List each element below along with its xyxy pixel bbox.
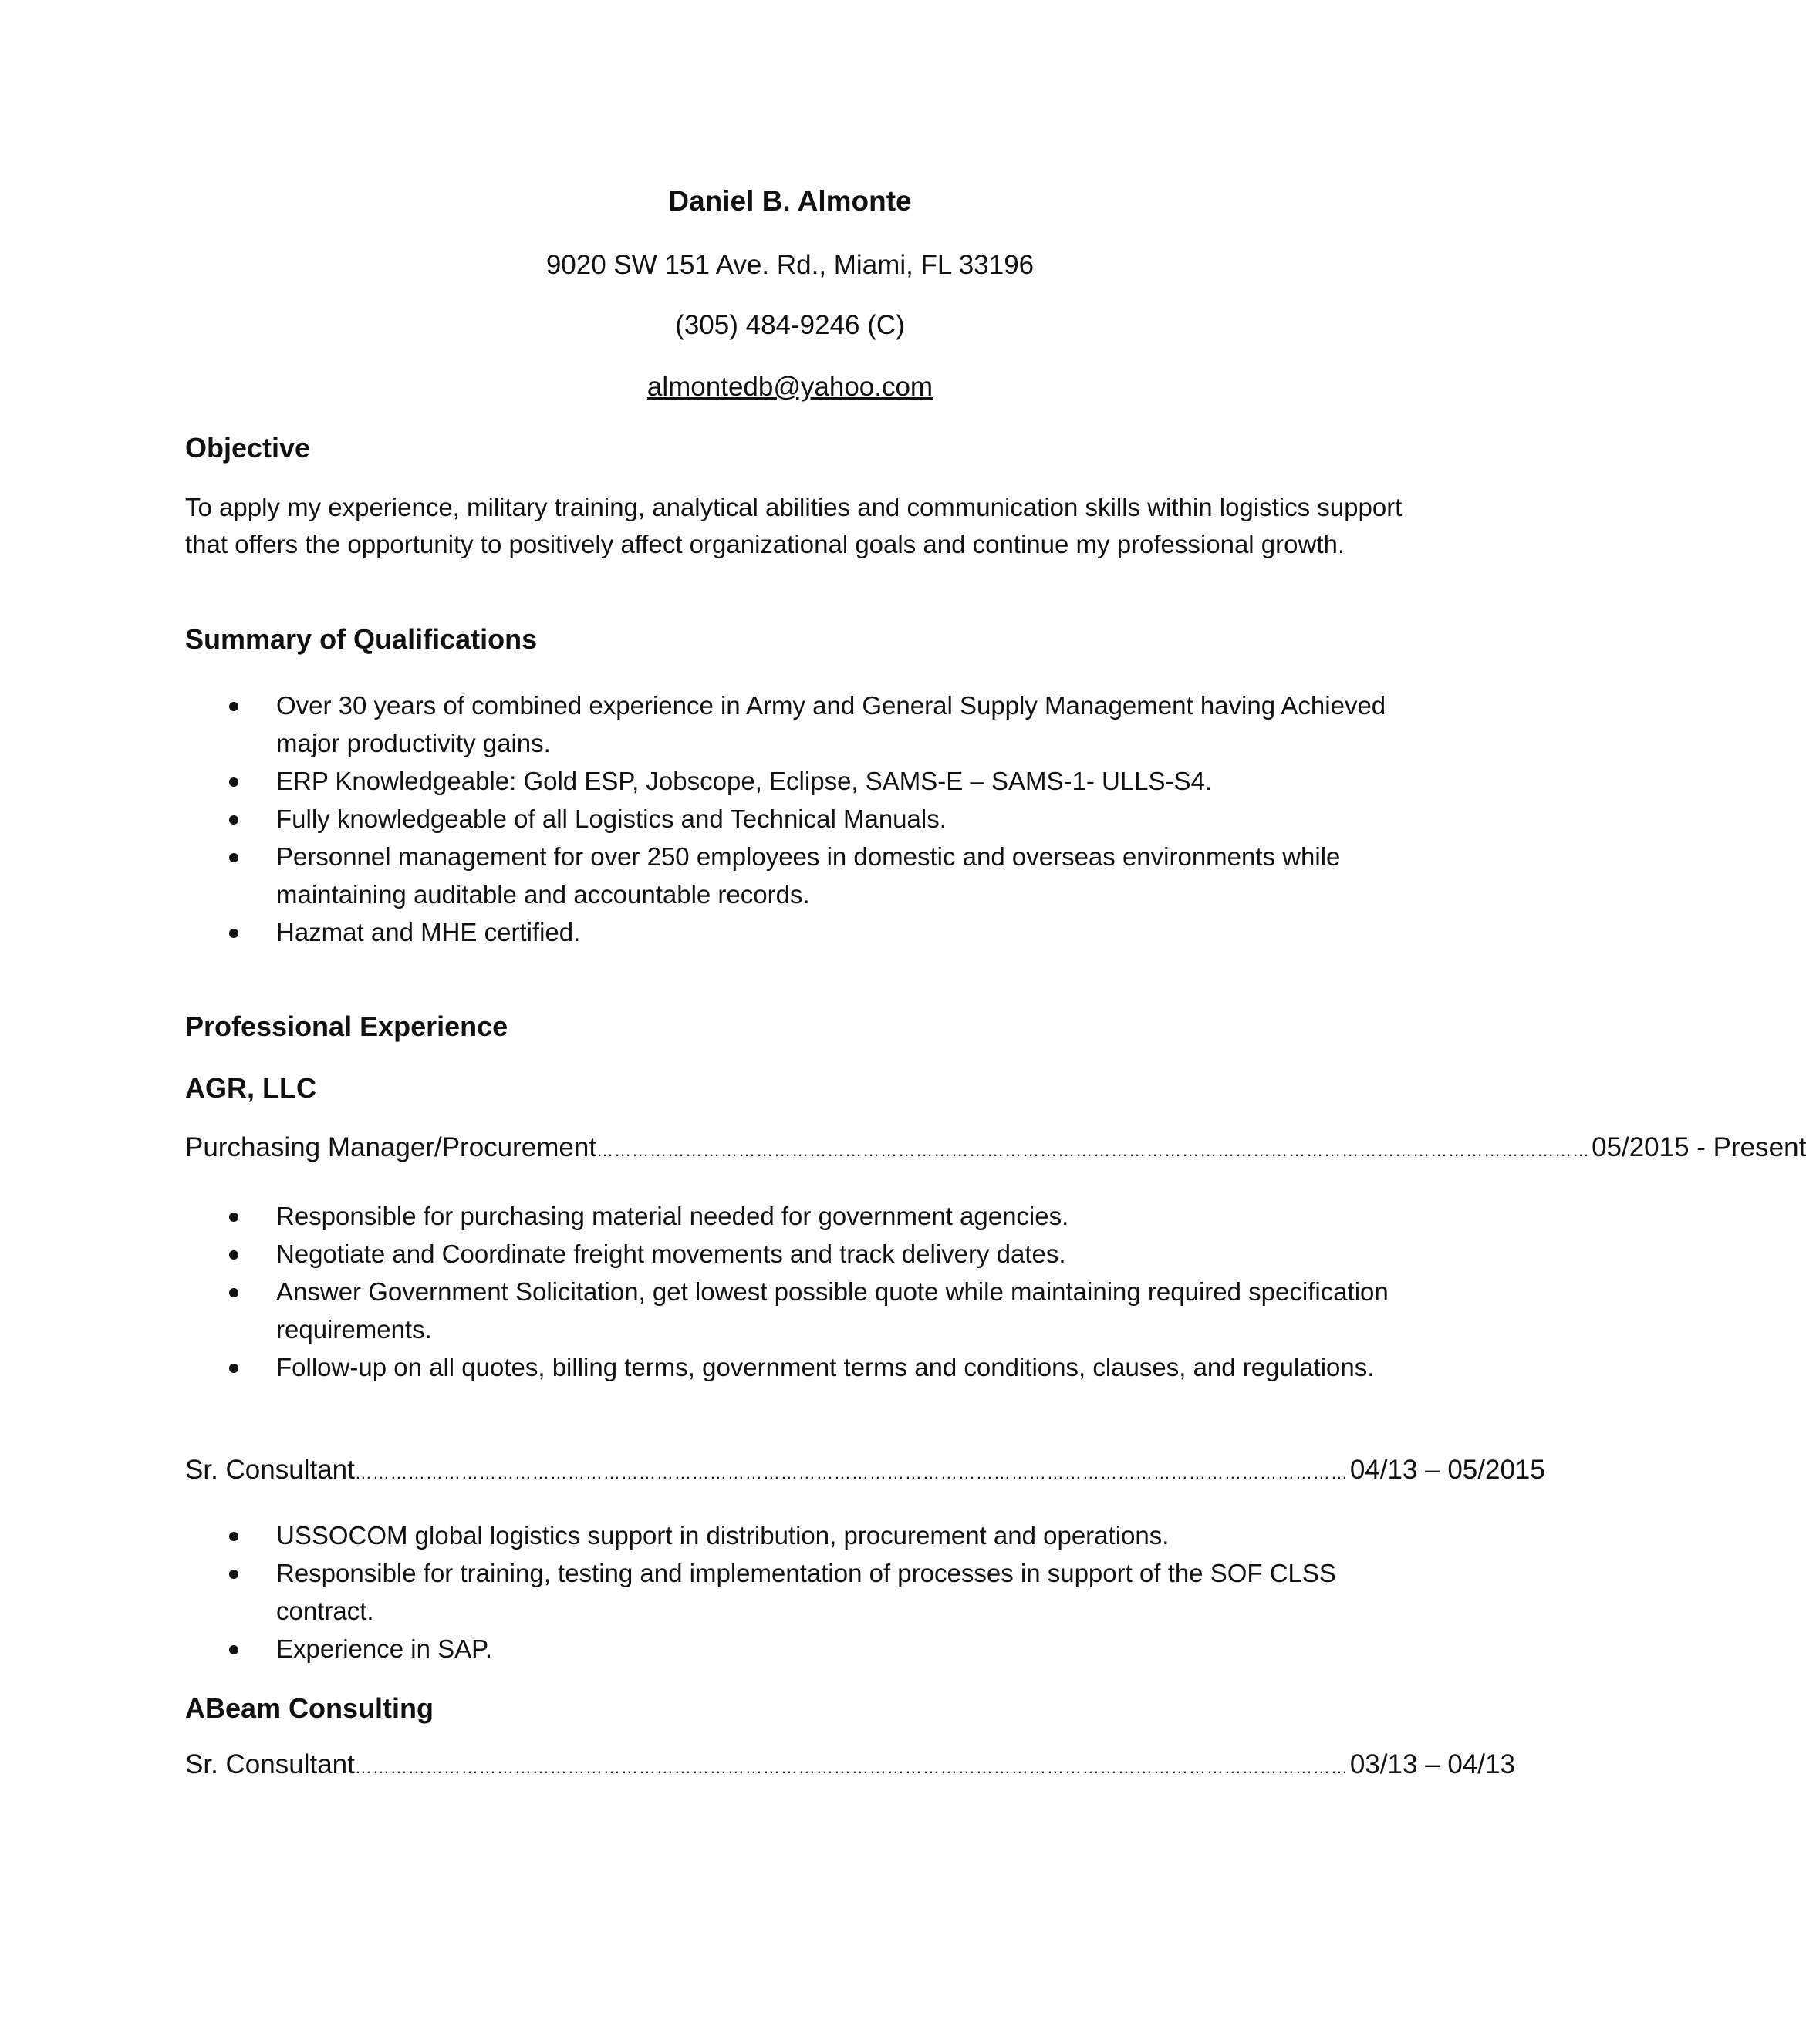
bullet-icon <box>229 815 238 825</box>
list-item <box>185 762 1419 800</box>
employer-name: ABeam Consulting <box>185 1692 434 1724</box>
job-title: Sr. Consultant <box>185 1749 355 1779</box>
dot-leader: …………………………………………………………………………………………………………………………………………………… <box>354 1758 1349 1777</box>
job-dates: 05/2015 - Present <box>1592 1132 1806 1162</box>
objective-heading: Objective <box>185 432 311 464</box>
list-item <box>185 1235 1419 1273</box>
job-title: Purchasing Manager/Procurement <box>185 1132 597 1162</box>
bullet-icon <box>229 1570 238 1579</box>
bullet-icon <box>229 777 238 787</box>
summary-heading: Summary of Qualifications <box>185 623 538 655</box>
summary-item-text: Over 30 years of combined experience in Army and General Supply Management having Achieved major productivity gains. <box>276 691 1386 757</box>
duty-text: Answer Government Solicitation, get lowest possible quote while maintaining required specification requirements. <box>276 1277 1389 1344</box>
experience-heading: Professional Experience <box>185 1010 508 1042</box>
bullet-icon <box>229 1364 238 1373</box>
address: 9020 SW 151 Ave. Rd., Miami, FL 33196 <box>545 250 1035 280</box>
email-link[interactable]: almontedb@yahoo.com <box>646 372 933 402</box>
bullet-icon <box>229 1288 238 1297</box>
email-line <box>0 372 1580 403</box>
bullet-icon <box>229 1532 238 1541</box>
list-item <box>185 838 1419 913</box>
duty-text: Follow-up on all quotes, billing terms, government terms and conditions, clauses, and regulations. <box>276 1353 1375 1381</box>
dot-leader: …………………………………………………………………………………………………………………………………………………… <box>354 1463 1349 1482</box>
list-item <box>185 1516 1419 1554</box>
list-item <box>185 800 1419 838</box>
summary-item-text: ERP Knowledgeable: Gold ESP, Jobscope, Eclipse, SAMS-E – SAMS-1- ULLS-S4. <box>276 767 1213 795</box>
duty-text: USSOCOM global logistics support in distribution, procurement and operations. <box>276 1521 1170 1550</box>
duty-text: Responsible for purchasing material needed for government agencies. <box>276 1202 1069 1230</box>
list-item <box>185 686 1419 762</box>
job-dates: 03/13 – 04/13 <box>1349 1749 1515 1779</box>
bullet-icon <box>229 1250 238 1260</box>
summary-item-text: Hazmat and MHE certified. <box>276 918 581 946</box>
summary-list <box>185 686 1419 951</box>
bullet-icon <box>229 702 238 711</box>
employer-name: AGR, LLC <box>185 1072 316 1104</box>
duty-text: Responsible for training, testing and implementation of processes in support of the SOF CLSS contract. <box>276 1559 1336 1625</box>
duty-text: Experience in SAP. <box>276 1634 493 1663</box>
list-item <box>185 1630 1419 1668</box>
list-item <box>185 1348 1419 1386</box>
job-title-line <box>185 1749 1515 1780</box>
list-item <box>185 1554 1419 1630</box>
applicant-name: Daniel B. Almonte <box>668 185 912 217</box>
job-title-line <box>185 1132 1806 1163</box>
duty-text: Negotiate and Coordinate freight movements and track delivery dates. <box>276 1240 1066 1268</box>
objective-text: To apply my experience, military training, analytical abilities and communication skills within logistics support that offers the opportunity to positively affect organizational goals and continue my professional growth. <box>185 493 1403 558</box>
job-title: Sr. Consultant <box>185 1455 355 1485</box>
summary-item-text: Personnel management for over 250 employees in domestic and overseas environments while maintaining auditable and accountable records. <box>276 842 1341 909</box>
list-item <box>185 1197 1419 1235</box>
bullet-icon <box>229 1645 238 1654</box>
job-duties-list <box>185 1197 1419 1386</box>
bullet-icon <box>229 1213 238 1222</box>
summary-item-text: Fully knowledgeable of all Logistics and Technical Manuals. <box>276 804 947 833</box>
job-title-line <box>185 1455 1545 1486</box>
bullet-icon <box>229 853 238 862</box>
list-item <box>185 913 1419 951</box>
bullet-icon <box>229 929 238 938</box>
list-item <box>185 1273 1419 1348</box>
phone-number: (305) 484-9246 (C) <box>675 310 905 340</box>
job-dates: 04/13 – 05/2015 <box>1349 1455 1545 1485</box>
dot-leader: …………………………………………………………………………………………………………………………………………………… <box>596 1141 1591 1160</box>
job-duties-list <box>185 1516 1419 1668</box>
